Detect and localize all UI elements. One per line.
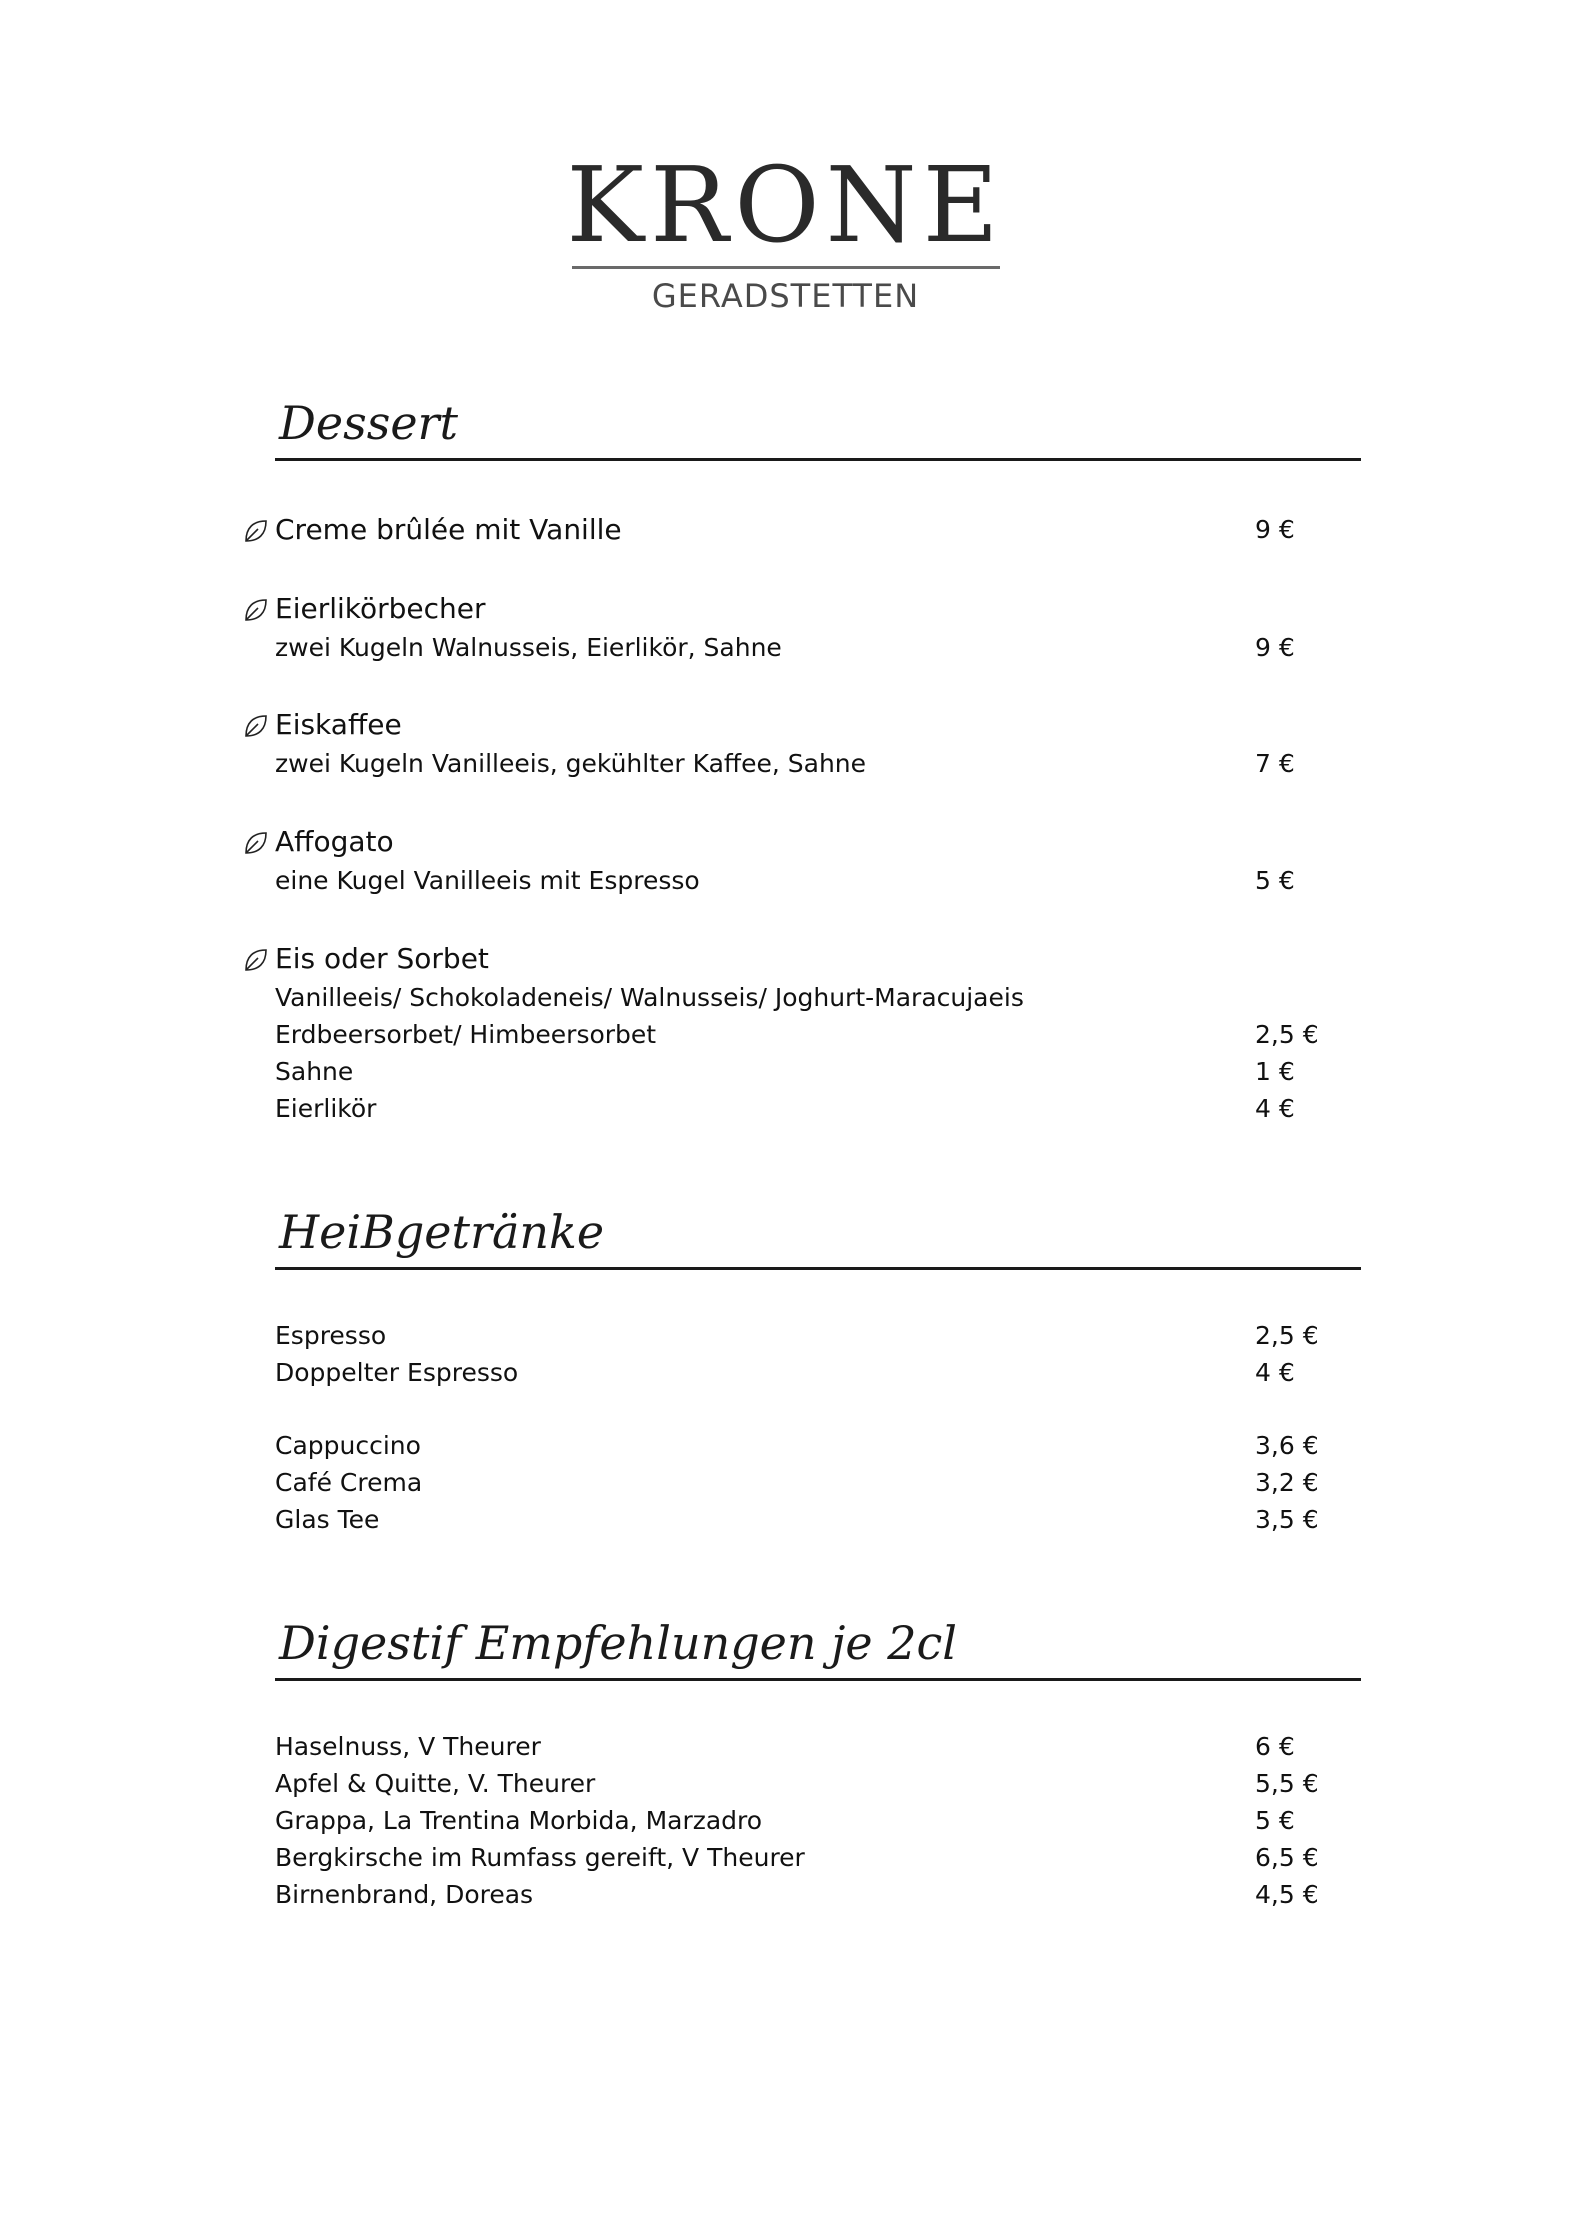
item-price: 4 € (1255, 1094, 1295, 1123)
menu-item (275, 939, 1361, 1127)
item-name: Grappa, La Trentina Morbida, Marzadro (275, 1806, 763, 1835)
item-price: 2,5 € (1255, 1020, 1319, 1049)
list-item (275, 1501, 1361, 1538)
item-price: 5 € (1255, 866, 1295, 895)
item-name: Eis oder Sorbet (275, 942, 489, 975)
leaf-icon (243, 518, 269, 544)
digestif-section (275, 1608, 1361, 1909)
digestif-list (275, 1728, 1361, 1913)
item-price: 3,6 € (1255, 1431, 1319, 1460)
item-name: Apfel & Quitte, V. Theurer (275, 1769, 596, 1798)
item-price: 1 € (1255, 1057, 1295, 1086)
drink-list (275, 1317, 1361, 1391)
item-description: zwei Kugeln Walnusseis, Eierlikör, Sahne (275, 633, 782, 662)
leaf-icon (243, 947, 269, 973)
item-price: 7 € (1255, 749, 1295, 778)
list-item (275, 1427, 1361, 1464)
logo-subtitle: GERADSTETTEN (651, 277, 920, 315)
menu-item (275, 705, 1361, 782)
logo (0, 144, 1571, 315)
leaf-icon (243, 830, 269, 856)
leaf-icon (243, 713, 269, 739)
list-item (275, 1765, 1361, 1802)
section-title-digestif: Digestif Empfehlungen je 2cl (279, 1616, 957, 1670)
item-option: Sahne (275, 1057, 354, 1086)
list-item (275, 1464, 1361, 1501)
menu-item (275, 589, 1361, 666)
section-divider (275, 458, 1361, 461)
menu-item (275, 822, 1361, 899)
item-price: 4 € (1255, 1358, 1295, 1387)
item-price: 3,5 € (1255, 1505, 1319, 1534)
item-price: 3,2 € (1255, 1468, 1319, 1497)
item-name: Doppelter Espresso (275, 1358, 519, 1387)
item-name: Glas Tee (275, 1505, 380, 1534)
menu-item (275, 510, 1361, 550)
list-item (275, 1354, 1361, 1391)
item-price: 6 € (1255, 1732, 1295, 1761)
item-name: Haselnuss, V Theurer (275, 1732, 541, 1761)
item-name: Cappuccino (275, 1431, 421, 1460)
section-divider (275, 1267, 1361, 1270)
list-item (275, 1728, 1361, 1765)
drink-list (275, 1427, 1361, 1538)
item-price: 9 € (1255, 515, 1295, 544)
list-item (275, 1802, 1361, 1839)
item-price: 5 € (1255, 1806, 1295, 1835)
item-name: Bergkirsche im Rumfass gereift, V Theurer (275, 1843, 805, 1872)
item-price: 4,5 € (1255, 1880, 1319, 1909)
item-description: eine Kugel Vanilleeis mit Espresso (275, 866, 700, 895)
item-name: Café Crema (275, 1468, 423, 1497)
section-divider (275, 1678, 1361, 1681)
list-item (275, 1839, 1361, 1876)
item-option: Erdbeersorbet/ Himbeersorbet (275, 1020, 657, 1049)
section-title-dessert: Dessert (279, 396, 459, 450)
item-price: 5,5 € (1255, 1769, 1319, 1798)
item-price: 9 € (1255, 633, 1295, 662)
item-description: zwei Kugeln Vanilleeis, gekühlter Kaffee, Sahne (275, 749, 867, 778)
section-title-hot-drinks: HeiBgetränke (279, 1205, 605, 1259)
item-name: Espresso (275, 1321, 387, 1350)
item-name: Eierlikörbecher (275, 592, 486, 625)
item-name: Creme brûlée mit Vanille (275, 513, 622, 546)
leaf-icon (243, 597, 269, 623)
hot-drinks-section (275, 1197, 1361, 1534)
item-price: 2,5 € (1255, 1321, 1319, 1350)
list-item (275, 1876, 1361, 1913)
item-option: Vanilleeis/ Schokoladeneis/ Walnusseis/ Joghurt-Maracujaeis (275, 983, 1024, 1012)
item-name: Affogato (275, 825, 394, 858)
item-name: Birnenbrand, Doreas (275, 1880, 534, 1909)
logo-name: KRONE (566, 144, 1005, 266)
logo-divider (572, 266, 1000, 269)
item-option: Eierlikör (275, 1094, 377, 1123)
dessert-section (275, 388, 1361, 1123)
item-name: Eiskaffee (275, 708, 402, 741)
item-price: 6,5 € (1255, 1843, 1319, 1872)
list-item (275, 1317, 1361, 1354)
